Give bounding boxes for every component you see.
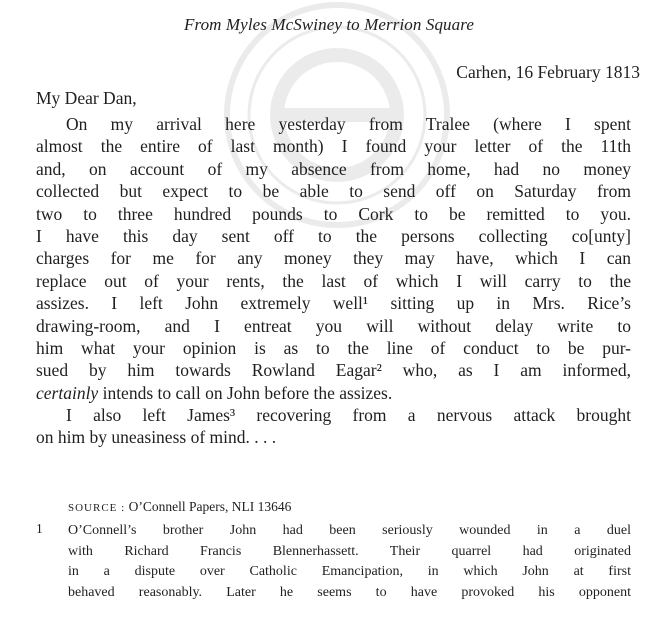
body-line: On my arrival here yesterday from Tralee (where I spent: [66, 114, 631, 134]
source-citation: [68, 499, 291, 515]
body-line: assizes. I left John extremely well¹ sitting up in Mrs. Rice’s: [36, 293, 631, 314]
footnote: [36, 521, 631, 603]
body-line: replace out of your rents, the last of which I will carry to the: [36, 270, 631, 291]
body-line: certainly intends to call on John before the assizes.: [36, 382, 393, 403]
body-line: collected but expect to be able to send off on Saturday from: [36, 181, 631, 202]
footnote-line: O’Connell’s brother John had been seriously wounded in a duel: [68, 523, 631, 538]
body-line: on him by uneasiness of mind. . . .: [36, 427, 277, 448]
body-line: him what your opinion is as to the line of conduct to be pur-: [36, 337, 631, 358]
letter-salutation: My Dear Dan,: [36, 88, 137, 108]
body-line: I also left James³ recovering from a nervous attack brought: [66, 405, 631, 426]
body-line: sued by him towards Rowland Eagar² who, as I am informed,: [36, 360, 631, 381]
footnote-line: with Richard Francis Blennerhassett. Their quarrel had originated: [68, 543, 631, 559]
letter-title: From Myles McSwiney to Merrion Square: [184, 15, 474, 34]
letter-dateline: Carhen, 16 February 1813: [456, 62, 640, 82]
body-line: almost the entire of last month) I found your letter of the 11th: [36, 136, 631, 157]
footnote-number: 1: [36, 521, 43, 536]
body-line: charges for me for any money they may have, which I can: [36, 248, 631, 269]
body-line: drawing-room, and I entreat you will without delay write to: [36, 315, 631, 336]
body-line: I have this day sent off to the persons collecting co[unty]: [36, 225, 631, 246]
footnote-line: in a dispute over Catholic Emancipation, in which John at first: [68, 564, 631, 579]
source-label: SOURCE :: [68, 502, 126, 514]
footnote-line: behaved reasonably. Later he seems to have provoked his opponent: [68, 584, 631, 600]
source-text: O’Connell Papers, NLI 13646: [128, 499, 292, 514]
body-line: and, on account of my absence from home, had no money: [36, 158, 631, 179]
letter-body: [36, 113, 631, 449]
body-line: two to three hundred pounds to Cork to be remitted to you.: [36, 203, 631, 224]
